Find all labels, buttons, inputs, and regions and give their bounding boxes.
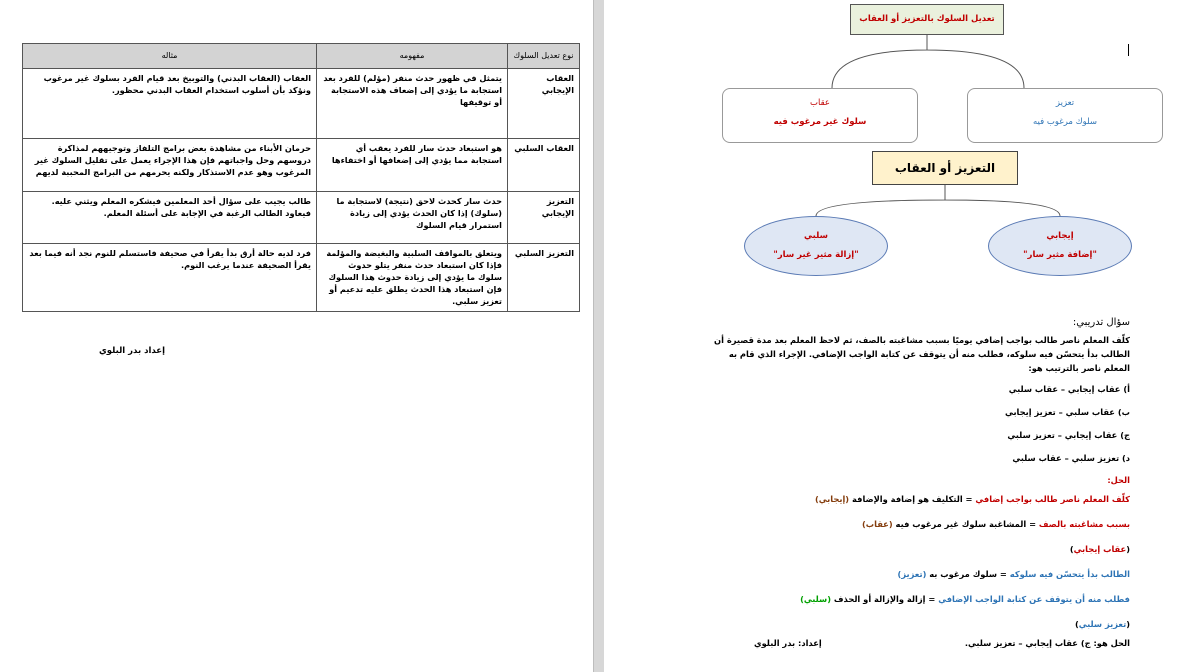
center-heading: التعزيز أو العقاب <box>872 151 1018 185</box>
bracket: ( <box>1126 619 1130 629</box>
solution-text: الطالب بدأ يتحسّن فيه سلوكه <box>1009 569 1130 579</box>
solution-tag: تعزيز سلبي <box>1078 619 1127 629</box>
author-credit: إعداد بدر البلوي <box>99 346 165 356</box>
table-header-row <box>23 44 580 69</box>
positive-desc: "إضافة مثير سار" <box>1023 250 1097 260</box>
row-example: فرد لديه حالة أرق بدأ يقرأ في صحيفة فاستسلم للنوم نجد أنه فيما بعد يقرأ الصحيفة عندما يرغب النوم. <box>23 244 317 312</box>
bracket: ) <box>1069 544 1074 554</box>
header-concept: مفهومه <box>317 44 508 69</box>
row-concept: يتمثل في ظهور حدث منفر (مؤلم) للفرد بعد استجابة ما يؤدي إلى إضعاف هذه الاستجابة أو توقيفها <box>317 69 508 139</box>
author-credit: إعداد: بدر البلوي <box>754 638 822 648</box>
solution-line <box>708 543 1130 555</box>
text-cursor <box>1128 44 1129 56</box>
solution-line <box>708 493 1130 505</box>
option-c: ج) عقاب إيجابي – تعزيز سلبي <box>1007 430 1130 440</box>
row-concept: هو استبعاد حدث سار للفرد يعقب أي استجابة مما يؤدي إلى إضعافها أو اختفاءها <box>317 139 508 192</box>
reinforcement-box <box>967 88 1163 143</box>
table-row <box>23 192 580 244</box>
row-type: العقاب السلبي <box>508 139 580 192</box>
solution-text: بسبب مشاغبته بالصف <box>1038 519 1130 529</box>
option-b: ب) عقاب سلبي – تعزيز إيجابي <box>1005 407 1130 417</box>
bracket: ) <box>1074 619 1079 629</box>
punishment-label: عقاب <box>810 98 830 108</box>
reinforcement-label: تعزيز <box>1055 98 1075 108</box>
left-page <box>0 0 593 672</box>
diagram-title: تعديل السلوك بالتعزيز أو العقاب <box>850 4 1004 35</box>
table-row <box>23 139 580 192</box>
practice-question <box>708 317 1130 643</box>
option-a: أ) عقاب إيجابي – عقاب سلبي <box>1008 384 1130 394</box>
solution-text: = التكليف هو إضافة والإضافة <box>849 494 976 504</box>
solution-tag: (إيجابي) <box>814 494 850 504</box>
solution-text: = إزالة والإزالة أو الحذف <box>831 594 939 604</box>
question-text: كلّف المعلم ناصر طالب بواجب إضافي يوميًا بسبب مشاغبته بالصف، ثم لاحظ المعلم بعد مدة قصيرة أن الطالب بدأ يتحسّن فيه سلوكه، فطلب منه أن يتوقف عن كتابة الواجب الإضافي. الإجراء الذي قام به المعلم ناصر بالترتيب هو: <box>714 335 1130 373</box>
row-example: طالب يجيب على سؤال أحد المعلمين فيشكره المعلم ويثني عليه. فيعاود الطالب الرغبة في الإجابة على أسئلة المعلم. <box>23 192 317 244</box>
solution-text: كلّف المعلم ناصر طالب بواجب إضافي <box>975 494 1130 504</box>
positive-label: إيجابي <box>1046 231 1074 241</box>
solution-tag: عقاب إيجابي <box>1073 544 1127 554</box>
solution-tag: (تعزيز) <box>897 569 927 579</box>
punishment-box <box>722 88 918 143</box>
row-type: التعزيز السلبي <box>508 244 580 312</box>
solution-label: الحل: <box>1107 475 1130 485</box>
row-concept: حدث سار كحدث لاحق (نتيجة) لاستجابة ما (سلوك) إذا كان الحدث يؤدي إلى زيادة استمرار قيام السلوك <box>317 192 508 244</box>
solution-text: فطلب منه أن يتوقف عن كتابة الواجب الإضافي <box>938 594 1130 604</box>
solution-line <box>708 618 1130 630</box>
reinforcement-desc: سلوك مرغوب فيه <box>1032 117 1097 127</box>
row-example: العقاب (العقاب البدني) والتوبيخ بعد قيام الفرد بسلوك غير مرغوب ونؤكد بأن أسلوب استخدام العقاب البدني محظور. <box>23 69 317 139</box>
solution-line <box>708 593 1130 605</box>
behavior-modification-table <box>22 43 580 312</box>
row-concept: ويتعلق بالمواقف السلبية والبغيضة والمؤلمة فإذا كان استبعاد حدث منفر يتلو حدوث سلوك ما يؤدي إلى زيادة حدوث هذا السلوك فإن استبعاد هذا الحدث يطلق عليه تدعيم أو تعزيز سلبي. <box>317 244 508 312</box>
solution-line <box>708 518 1130 530</box>
negative-ellipse <box>744 216 888 276</box>
question-title: سؤال تدريبي: <box>1072 317 1130 328</box>
bracket: ( <box>1126 544 1130 554</box>
row-example: حرمان الأبناء من مشاهدة بعض برامج التلفاز وتوجيههم لمذاكرة دروسهم وحل واجباتهم فإن هذا الإجراء يعمل على تقليل السلوك غير المرغوب وهو عدم الاستذكار ولكنه يحرمهم من البرامج المحببة لديهم <box>23 139 317 192</box>
negative-desc: "إزالة مثير غير سار" <box>773 250 859 260</box>
solution-text: = سلوك مرغوب به <box>926 569 1010 579</box>
negative-label: سلبي <box>804 231 828 241</box>
solution-text: = المشاغبة سلوك غير مرغوب فيه <box>892 519 1039 529</box>
table-row <box>23 69 580 139</box>
solution-line <box>708 568 1130 580</box>
positive-ellipse <box>988 216 1132 276</box>
header-type: نوع تعديل السلوك <box>508 44 580 69</box>
punishment-desc: سلوك غير مرغوب فيه <box>773 117 867 127</box>
table-row <box>23 244 580 312</box>
row-type: العقاب الإيجابي <box>508 69 580 139</box>
solution-tag: (عقاب) <box>861 519 893 529</box>
right-page <box>604 0 1200 672</box>
final-answer: الحل هو: ج) عقاب إيجابي – تعزيز سلبي. <box>964 638 1130 648</box>
page-gutter <box>593 0 604 672</box>
solution-tag: (سلبي) <box>800 594 832 604</box>
header-example: مثاله <box>23 44 317 69</box>
option-d: د) تعزيز سلبي – عقاب سلبي <box>1012 453 1130 463</box>
row-type: التعزيز الإيجابي <box>508 192 580 244</box>
